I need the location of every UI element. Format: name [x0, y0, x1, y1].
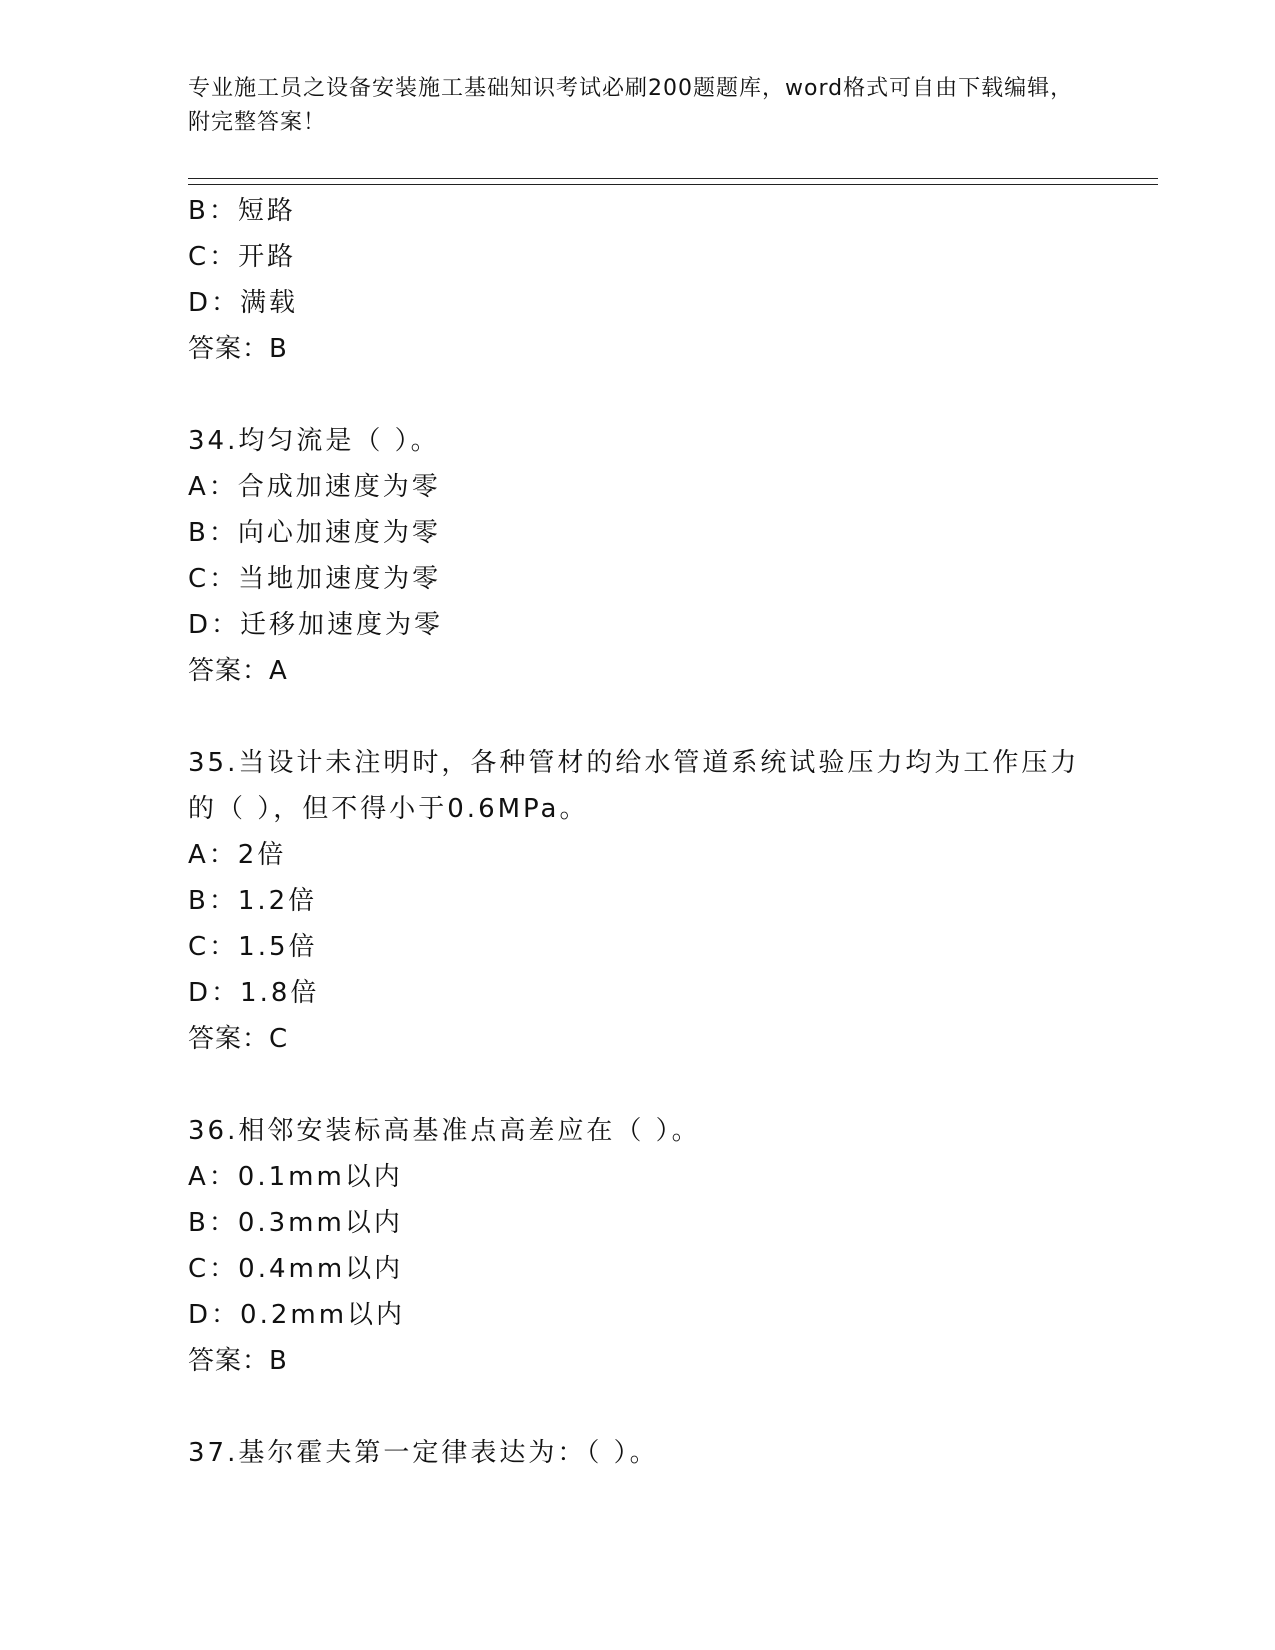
- answer-line: 答案：B: [188, 334, 288, 364]
- option-d: D：迁移加速度为零: [188, 610, 444, 640]
- option-c: C：1.5倍: [188, 932, 318, 962]
- option-a: A：合成加速度为零: [188, 472, 441, 502]
- page-header: [188, 72, 1088, 140]
- option-c: C：0.4mm以内: [188, 1254, 404, 1284]
- option-d: D：1.8倍: [188, 978, 320, 1008]
- option-b: B：短路: [188, 196, 296, 226]
- header-divider: [188, 178, 1158, 185]
- option-c: C：开路: [188, 242, 297, 272]
- header-text: 专业施工员之设备安装施工基础知识考试必刷200题题库，word格式可自由下载编辑，附完整答案！: [188, 76, 1074, 135]
- continued-question: [188, 188, 1088, 372]
- question-stem: 36.相邻安装标高基准点高差应在（ ）。: [188, 1116, 701, 1146]
- answer-line: 答案：A: [188, 656, 288, 686]
- option-d: D：0.2mm以内: [188, 1300, 406, 1330]
- question-stem: 37.基尔霍夫第一定律表达为：（ ）。: [188, 1438, 659, 1468]
- option-a: A：0.1mm以内: [188, 1162, 403, 1192]
- answer-line: 答案：C: [188, 1024, 289, 1054]
- spacer: [188, 694, 1088, 740]
- question-stem: 35.当设计未注明时，各种管材的给水管道系统试验压力均为工作压力的（ ），但不得小于0.6MPa。: [188, 748, 1080, 824]
- answer-line: 答案：B: [188, 1346, 288, 1376]
- question-block-37: [188, 1430, 1088, 1476]
- question-block-36: [188, 1108, 1088, 1384]
- option-b: B：向心加速度为零: [188, 518, 441, 548]
- question-block-34: [188, 418, 1088, 694]
- question-stem: 34.均匀流是（ ）。: [188, 426, 440, 456]
- spacer: [188, 372, 1088, 418]
- option-b: B：0.3mm以内: [188, 1208, 403, 1238]
- option-d: D：满载: [188, 288, 299, 318]
- option-b: B：1.2倍: [188, 886, 318, 916]
- spacer: [188, 1062, 1088, 1108]
- option-c: C：当地加速度为零: [188, 564, 442, 594]
- question-block-35: [188, 740, 1088, 1062]
- spacer: [188, 1384, 1088, 1430]
- option-a: A：2倍: [188, 840, 287, 870]
- question-list: [188, 188, 1088, 1476]
